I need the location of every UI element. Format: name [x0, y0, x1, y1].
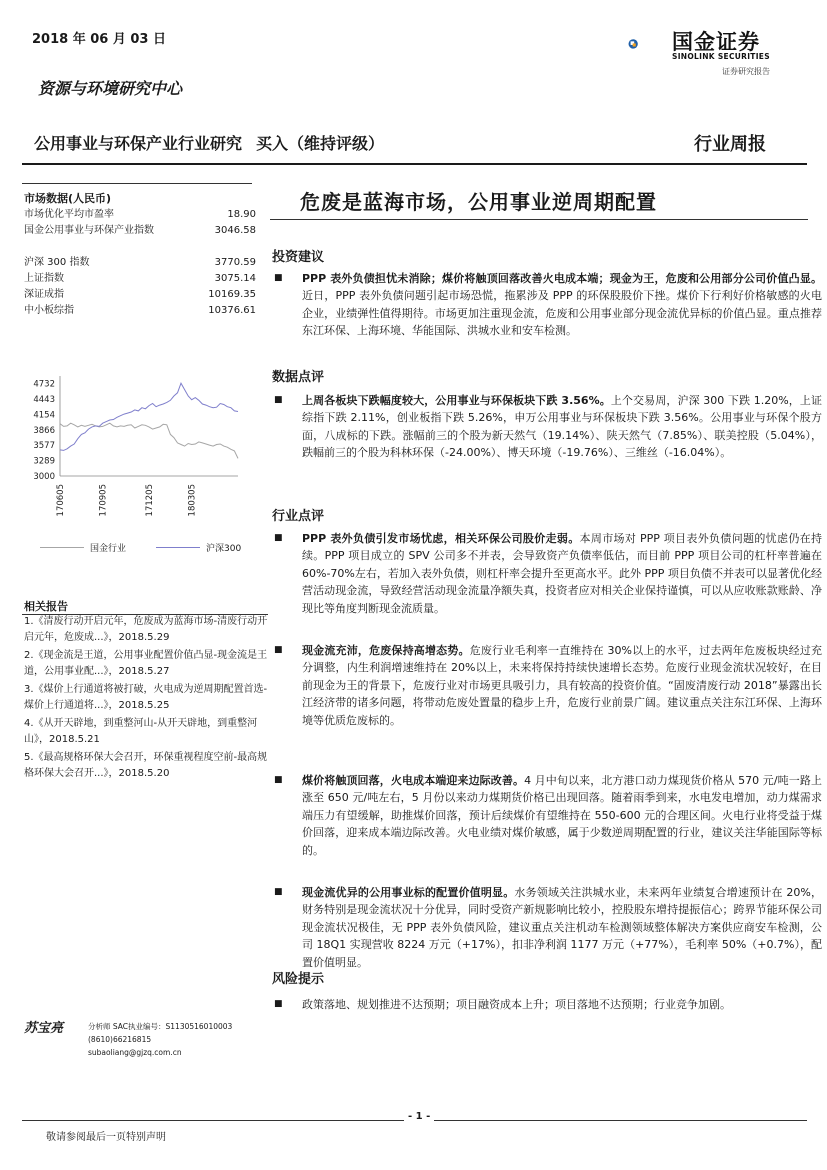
related-reports-title: 相关报告	[24, 600, 68, 613]
legend-label-hs300: 沪深300	[206, 544, 242, 554]
y-tick-label: 3289	[33, 456, 55, 467]
research-center: 资源与环境研究中心	[38, 79, 183, 98]
title-divider	[270, 219, 808, 220]
paragraph-body: 近日，PPP 表外负债问题引起市场恐慌，拖累涉及 PPP 的环保股股价下挫。煤价下行利好价格敏感的火电企业，业绩弹性值得期待。市场更加注重现金流，危废和公用事业部分现金流优异标的价值凸显。重点推荐东江环保、上海环境、华能国际、洪城水业和安车检测。	[302, 289, 822, 338]
paragraph	[272, 884, 822, 971]
paragraph	[272, 642, 822, 729]
market-row	[24, 303, 256, 319]
legend-label-industry: 国金行业	[90, 544, 127, 554]
series-line-hs300	[60, 383, 238, 450]
disclaimer-note: 敬请参阅最后一页特别声明	[46, 1132, 166, 1143]
market-label: 中小板综指	[24, 305, 74, 316]
report-title: 危废是蓝海市场，公用事业逆周期配置	[300, 190, 657, 214]
market-row	[24, 287, 256, 303]
market-data-title: 市场数据(人民币)	[24, 192, 112, 205]
industry-research: 公用事业与环保产业行业研究	[34, 134, 243, 153]
analyst-cert: 分析师 SAC执业编号：S1130516010003	[88, 1022, 233, 1031]
related-reports-list	[24, 614, 268, 784]
paragraph-body: 政策落地、规划推进不达预期；项目融资成本上升；项目落地不达预期；行业竞争加剧。	[302, 998, 731, 1011]
market-label: 上证指数	[24, 273, 64, 284]
x-tick-label: 180305	[187, 484, 198, 517]
market-row	[24, 207, 256, 223]
index-line-chart	[20, 368, 260, 528]
industry-title-line	[34, 131, 384, 154]
paragraph-body: 危废行业毛利率一直维持在 30%以上的水平，过去两年危废板块经过充分调整，内生利润增速维持在 20%以上，未来将保持持续快速增长态势。危废行业现金流状况较好，在目前现金为王的背景下，危废行业对市场更具吸引力，具有较高的投资价值。“固废清废行动 2018”暴露出长江经济带的诸多问题，将带动危废处置量的稳步上升，危废行业前景广阔。建议重点关注东江环保、上海环境等优质危废标的。	[302, 644, 822, 727]
market-value: 18.90	[227, 209, 256, 220]
sinolink-logo-icon	[628, 26, 672, 66]
market-value: 10376.61	[208, 305, 256, 316]
paragraph-lead: 上周各板块下跌幅度较大，公用事业与环保板块下跌 3.56%。	[302, 394, 611, 407]
report-type: 行业周报	[694, 134, 766, 155]
paragraph-body: 水务领域关注洪城水业，未来两年业绩复合增速预计在 20%，财务特别是现金流状况十分优异，同时受资产新规影响比较小，控股股东增持提振信心；跨界节能环保公司现金流状况极佳，无 PPP 表外负债风险，建议重点关注机动车检测领域整体解决方案供应商安车检测，公司 18Q1 实现营收 8224 万元（+17%），扣非净利润 1177 万元（+77%），毛利率 50%（+0.7%），配置价值明显。	[302, 886, 822, 969]
market-value: 3770.59	[214, 257, 256, 268]
section-industry-review: 行业点评	[272, 509, 325, 524]
market-row	[24, 223, 256, 255]
related-report-item[interactable]: 5.《最高规格环保大会召开，环保重视程度空前-最高规格环保大会召开...》，2018.5.20	[24, 752, 268, 779]
section-investment-advice: 投资建议	[272, 250, 325, 265]
y-tick-label: 4443	[33, 395, 55, 406]
company-name-cn: 国金证券	[672, 30, 760, 54]
legend-swatch-industry	[40, 547, 84, 548]
market-value: 3075.14	[214, 273, 256, 284]
related-report-item[interactable]: 3.《煤价上行通道将被打破，火电成为逆周期配置首选-煤价上行通道将...》，2018.5.25	[24, 684, 268, 711]
analyst-email[interactable]: subaoliang@gjzq.com.cn	[88, 1048, 182, 1057]
y-tick-label: 3577	[33, 441, 55, 452]
paragraph	[272, 270, 822, 340]
report-label: 证券研究报告	[722, 67, 770, 76]
paragraph-lead: 煤价将触顶回落，火电成本端迎来边际改善。	[302, 774, 525, 787]
x-tick-label: 170605	[56, 484, 66, 517]
section-data-review: 数据点评	[272, 370, 325, 385]
related-report-item[interactable]: 1.《清废行动开启元年，危废成为蓝海市场-清废行动开启元年，危废成...》，2018.5.29	[24, 616, 268, 643]
market-row	[24, 271, 256, 287]
series-line-industry	[60, 423, 238, 458]
market-value: 10169.35	[208, 289, 256, 300]
related-report-item[interactable]: 4.《从开天辟地，到重整河山-从开天辟地，到重整河山》，2018.5.21	[24, 718, 258, 745]
section-risk-warning: 风险提示	[272, 972, 325, 987]
market-label: 国金公用事业与环保产业指数	[24, 225, 154, 236]
y-tick-label: 4154	[33, 410, 55, 421]
y-tick-label: 3866	[33, 425, 55, 436]
chart-legend	[40, 541, 241, 554]
y-tick-label: 4732	[33, 379, 55, 390]
market-label: 沪深 300 指数	[24, 257, 90, 268]
paragraph	[272, 772, 822, 859]
market-row	[24, 255, 256, 271]
paragraph-lead: 现金流充沛，危废保持高增态势。	[302, 644, 470, 657]
analyst-name: 苏宝亮	[24, 1021, 64, 1036]
report-date: 2018 年 06 月 03 日	[32, 32, 166, 47]
sidebar-divider	[22, 183, 252, 184]
rating: 买入（维持评级）	[256, 134, 385, 153]
market-label: 深证成指	[24, 289, 64, 300]
paragraph-lead: PPP 表外负债引发市场忧虑，相关环保公司股价走弱。	[302, 532, 580, 545]
paragraph-body: 本周市场对 PPP 项目表外负债问题的忧虑仍在持续。PPP 项目成立的 SPV 公司多不并表，会导致资产负债率低估，而目前 PPP 项目公司的杠杆率普遍在 60%-70%左右，若加入表外负债，则杠杆率会提升至更高水平。此外 PPP 项目负债不并表可以显著优化经营活动现金流，导致经营活动现金流量净额失真，投资者应对相关企业保持谨慎，可以从应收账款账龄、净现比等角度判断现金流质量。	[302, 532, 822, 615]
market-value: 3046.58	[214, 225, 256, 236]
x-tick-label: 171205	[145, 484, 155, 517]
market-data-table	[24, 207, 256, 319]
paragraph	[272, 392, 822, 462]
analyst-info	[88, 1020, 232, 1059]
related-report-item[interactable]: 2.《现金流是王道，公用事业配置价值凸显-现金流是王道，公用事业配...》，2018.5.27	[24, 650, 268, 677]
company-name-en: SINOLINK SECURITIES	[672, 52, 770, 61]
page-number: - 1 -	[404, 1111, 434, 1122]
header-divider	[22, 163, 807, 165]
paragraph-lead: PPP 表外负债担忧未消除；煤价将触顶回落改善火电成本端；现金为王，危废和公用部分公司价值凸显。	[302, 272, 822, 285]
analyst-phone: (8610)66216815	[88, 1035, 152, 1044]
legend-swatch-hs300	[156, 547, 200, 548]
paragraph-body: 上个交易周，沪深 300 下跌 1.20%，上证综指下跌 2.11%，创业板指下跌 5.26%，申万公用事业与环保板块下跌 3.56%。公用事业与环保个股方面，八成标的下跌。涨幅前三的个股为新天然气（19.14%）、陕天然气（7.85%）、联美控股（5.04%），跌幅前三的个股为科林环保（-24.00%）、博天环境（-19.76%）、三维丝（-16.04%）。	[302, 394, 822, 460]
paragraph	[272, 530, 822, 617]
x-tick-label: 170905	[98, 484, 109, 517]
y-tick-label: 3000	[33, 472, 55, 482]
paragraph-lead: 现金流优异的公用事业标的配置价值明显。	[302, 886, 515, 899]
paragraph-body: 4 月中旬以来，北方港口动力煤现货价格从 570 元/吨一路上涨至 650 元/吨左右，5 月份以来动力煤期货价格已出现回落。随着雨季到来，水电发电增加，动力煤需求端压力有望缓解，助推煤价回落，预计后续煤价有望维持在 550-600 元的合理区间。火电行业将受益于煤价回落，迎来成本端边际改善。火电业绩对煤价敏感，属于少数逆周期配置的行业，建议关注华能国际等标的。	[302, 774, 822, 857]
paragraph	[272, 996, 822, 1013]
market-label: 市场优化平均市盈率	[24, 209, 114, 220]
